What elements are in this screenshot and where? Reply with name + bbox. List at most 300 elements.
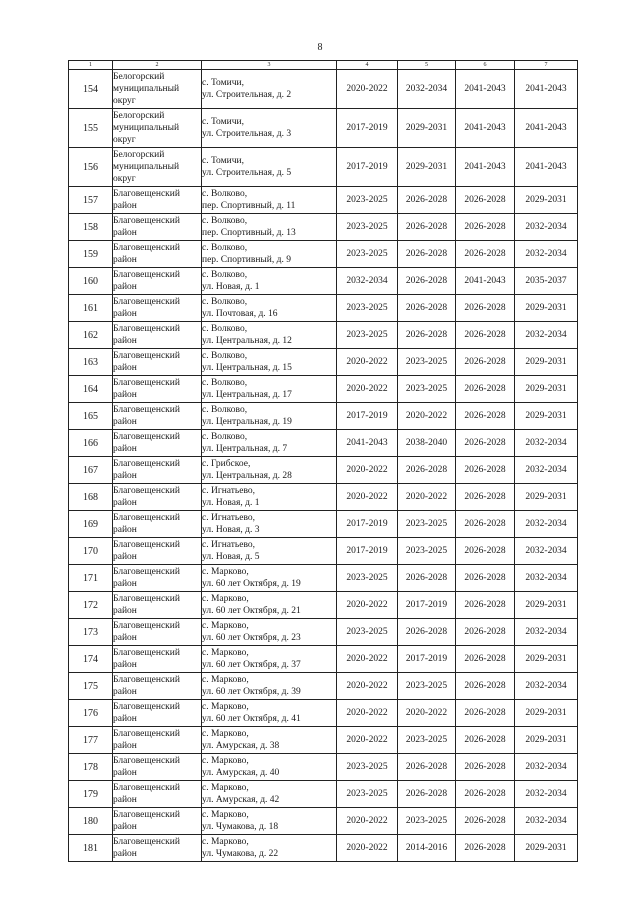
period-cell: 2023-2025: [398, 511, 456, 538]
table-row: [69, 214, 578, 241]
period-cell: 2023-2025: [337, 781, 398, 808]
period-cell: 2026-2028: [456, 700, 515, 727]
address-line: с. Волково,: [202, 216, 248, 226]
period-cell: 2026-2028: [456, 835, 515, 862]
address-cell: [202, 376, 337, 403]
address-cell: [202, 511, 337, 538]
address-line: с. Томичи,: [202, 156, 244, 166]
address-cell: [202, 619, 337, 646]
column-number: 5: [398, 61, 456, 70]
address-line: пер. Спортивный, д. 11: [202, 201, 296, 211]
address-line: ул. Строительная, д. 3: [202, 129, 292, 139]
period-cell: 2020-2022: [337, 484, 398, 511]
district-line: район: [113, 228, 137, 238]
period-cell: 2023-2025: [398, 808, 456, 835]
row-number: 162: [69, 322, 113, 349]
address-cell: [202, 268, 337, 295]
period-cell: 2029-2031: [515, 187, 578, 214]
table-row: [69, 538, 578, 565]
address-line: ул. Амурская, д. 42: [202, 795, 280, 805]
address-line: ул. Центральная, д. 17: [202, 390, 292, 400]
district-line: Благовещенский: [113, 567, 180, 577]
table-row: [69, 187, 578, 214]
district-line: район: [113, 363, 137, 373]
address-line: ул. 60 лет Октября, д. 37: [202, 660, 301, 670]
period-cell: 2026-2028: [456, 376, 515, 403]
district-line: Благовещенский: [113, 756, 180, 766]
period-cell: 2026-2028: [456, 349, 515, 376]
district-cell: [113, 727, 202, 754]
district-line: район: [113, 525, 137, 535]
column-number-row: [69, 61, 578, 70]
table-row: [69, 376, 578, 403]
address-line: ул. Новая, д. 1: [202, 282, 260, 292]
district-cell: [113, 70, 202, 109]
period-cell: 2041-2043: [456, 70, 515, 109]
district-cell: [113, 565, 202, 592]
table-row: [69, 592, 578, 619]
address-line: с. Волково,: [202, 351, 248, 361]
address-cell: [202, 430, 337, 457]
period-cell: 2026-2028: [456, 727, 515, 754]
address-line: с. Волково,: [202, 432, 248, 442]
address-cell: [202, 700, 337, 727]
address-line: ул. 60 лет Октября, д. 41: [202, 714, 301, 724]
address-cell: [202, 295, 337, 322]
district-line: Благовещенский: [113, 432, 180, 442]
district-line: Белогорский: [113, 150, 165, 160]
district-cell: [113, 781, 202, 808]
address-line: с. Грибское,: [202, 459, 251, 469]
table-row: [69, 109, 578, 148]
period-cell: 2017-2019: [337, 511, 398, 538]
period-cell: 2026-2028: [398, 214, 456, 241]
period-cell: 2026-2028: [398, 268, 456, 295]
district-line: Благовещенский: [113, 729, 180, 739]
table-row: [69, 619, 578, 646]
period-cell: 2032-2034: [337, 268, 398, 295]
district-cell: [113, 148, 202, 187]
district-cell: [113, 511, 202, 538]
district-cell: [113, 268, 202, 295]
address-line: ул. Новая, д. 1: [202, 498, 260, 508]
row-number: 170: [69, 538, 113, 565]
district-line: округ: [113, 96, 136, 106]
period-cell: 2026-2028: [398, 754, 456, 781]
row-number: 167: [69, 457, 113, 484]
district-cell: [113, 403, 202, 430]
address-line: ул. Строительная, д. 2: [202, 90, 292, 100]
address-line: с. Марково,: [202, 675, 249, 685]
period-cell: 2020-2022: [337, 376, 398, 403]
row-number: 178: [69, 754, 113, 781]
district-cell: [113, 646, 202, 673]
district-line: район: [113, 687, 137, 697]
district-line: Благовещенский: [113, 459, 180, 469]
period-cell: 2026-2028: [398, 457, 456, 484]
district-line: район: [113, 714, 137, 724]
address-cell: [202, 484, 337, 511]
address-cell: [202, 565, 337, 592]
district-line: район: [113, 255, 137, 265]
column-number: 3: [202, 61, 337, 70]
address-line: ул. 60 лет Октября, д. 39: [202, 687, 301, 697]
period-cell: 2020-2022: [398, 700, 456, 727]
address-cell: [202, 754, 337, 781]
period-cell: 2029-2031: [515, 484, 578, 511]
district-line: Благовещенский: [113, 837, 180, 847]
period-cell: 2023-2025: [337, 619, 398, 646]
column-number: 4: [337, 61, 398, 70]
district-line: район: [113, 606, 137, 616]
period-cell: 2017-2019: [337, 109, 398, 148]
district-line: Благовещенский: [113, 378, 180, 388]
period-cell: 2026-2028: [456, 511, 515, 538]
schedule-table: [68, 60, 578, 862]
address-cell: [202, 241, 337, 268]
district-line: район: [113, 282, 137, 292]
row-number: 175: [69, 673, 113, 700]
address-line: ул. Чумакова, д. 22: [202, 849, 279, 859]
district-cell: [113, 700, 202, 727]
table-row: [69, 70, 578, 109]
row-number: 173: [69, 619, 113, 646]
column-number: 2: [113, 61, 202, 70]
district-cell: [113, 538, 202, 565]
table-row: [69, 457, 578, 484]
period-cell: 2023-2025: [337, 322, 398, 349]
period-cell: 2041-2043: [515, 109, 578, 148]
address-line: с. Волково,: [202, 189, 248, 199]
row-number: 160: [69, 268, 113, 295]
row-number: 180: [69, 808, 113, 835]
period-cell: 2032-2034: [515, 322, 578, 349]
row-number: 181: [69, 835, 113, 862]
period-cell: 2023-2025: [337, 214, 398, 241]
district-cell: [113, 214, 202, 241]
address-cell: [202, 835, 337, 862]
period-cell: 2020-2022: [337, 673, 398, 700]
address-line: с. Марково,: [202, 594, 249, 604]
table-row: [69, 430, 578, 457]
period-cell: 2023-2025: [337, 295, 398, 322]
address-line: с. Марково,: [202, 648, 249, 658]
period-cell: 2026-2028: [398, 619, 456, 646]
period-cell: 2032-2034: [515, 781, 578, 808]
period-cell: 2023-2025: [398, 349, 456, 376]
address-cell: [202, 187, 337, 214]
row-number: 168: [69, 484, 113, 511]
district-line: муниципальный: [113, 162, 180, 172]
district-cell: [113, 322, 202, 349]
period-cell: 2029-2031: [398, 148, 456, 187]
period-cell: 2026-2028: [398, 322, 456, 349]
district-line: Благовещенский: [113, 540, 180, 550]
period-cell: 2026-2028: [456, 565, 515, 592]
address-line: с. Марково,: [202, 783, 249, 793]
table-row: [69, 403, 578, 430]
period-cell: 2026-2028: [398, 781, 456, 808]
row-number: 161: [69, 295, 113, 322]
period-cell: 2026-2028: [456, 403, 515, 430]
period-cell: 2029-2031: [515, 592, 578, 619]
period-cell: 2026-2028: [456, 754, 515, 781]
address-line: с. Игнатьево,: [202, 513, 256, 523]
address-cell: [202, 457, 337, 484]
period-cell: 2020-2022: [337, 457, 398, 484]
page-number: 8: [317, 42, 323, 53]
address-cell: [202, 592, 337, 619]
row-number: 174: [69, 646, 113, 673]
address-line: ул. 60 лет Октября, д. 21: [202, 606, 301, 616]
address-line: ул. Центральная, д. 7: [202, 444, 288, 454]
address-line: с. Волково,: [202, 324, 248, 334]
period-cell: 2023-2025: [337, 187, 398, 214]
period-cell: 2026-2028: [456, 592, 515, 619]
row-number: 177: [69, 727, 113, 754]
district-line: район: [113, 390, 137, 400]
district-line: район: [113, 336, 137, 346]
period-cell: 2032-2034: [515, 430, 578, 457]
district-cell: [113, 187, 202, 214]
period-cell: 2023-2025: [398, 673, 456, 700]
table-row: [69, 781, 578, 808]
table-row: [69, 565, 578, 592]
district-line: Благовещенский: [113, 189, 180, 199]
period-cell: 2032-2034: [515, 538, 578, 565]
district-cell: [113, 484, 202, 511]
period-cell: 2032-2034: [515, 673, 578, 700]
table-row: [69, 484, 578, 511]
period-cell: 2041-2043: [515, 148, 578, 187]
period-cell: 2026-2028: [456, 781, 515, 808]
address-line: с. Марково,: [202, 837, 249, 847]
address-line: с. Марково,: [202, 702, 249, 712]
row-number: 179: [69, 781, 113, 808]
district-line: район: [113, 579, 137, 589]
period-cell: 2020-2022: [398, 484, 456, 511]
district-cell: [113, 835, 202, 862]
period-cell: 2032-2034: [398, 70, 456, 109]
period-cell: 2023-2025: [337, 754, 398, 781]
district-line: Благовещенский: [113, 297, 180, 307]
row-number: 172: [69, 592, 113, 619]
district-cell: [113, 673, 202, 700]
address-line: пер. Спортивный, д. 9: [202, 255, 291, 265]
period-cell: 2026-2028: [398, 241, 456, 268]
address-cell: [202, 322, 337, 349]
address-cell: [202, 70, 337, 109]
table-row: [69, 322, 578, 349]
row-number: 171: [69, 565, 113, 592]
address-cell: [202, 538, 337, 565]
period-cell: 2029-2031: [515, 376, 578, 403]
district-cell: [113, 376, 202, 403]
period-cell: 2026-2028: [398, 565, 456, 592]
period-cell: 2029-2031: [398, 109, 456, 148]
district-line: Благовещенский: [113, 702, 180, 712]
period-cell: 2023-2025: [337, 565, 398, 592]
address-line: ул. Почтовая, д. 16: [202, 309, 278, 319]
table-row: [69, 673, 578, 700]
period-cell: 2032-2034: [515, 754, 578, 781]
row-number: 166: [69, 430, 113, 457]
district-line: Благовещенский: [113, 270, 180, 280]
address-line: с. Марково,: [202, 621, 249, 631]
period-cell: 2041-2043: [515, 70, 578, 109]
address-line: с. Волково,: [202, 378, 248, 388]
row-number: 164: [69, 376, 113, 403]
period-cell: 2026-2028: [456, 808, 515, 835]
district-line: Благовещенский: [113, 810, 180, 820]
period-cell: 2020-2022: [337, 592, 398, 619]
period-cell: 2041-2043: [337, 430, 398, 457]
table-row: [69, 241, 578, 268]
address-line: с. Марково,: [202, 810, 249, 820]
address-line: с. Игнатьево,: [202, 486, 256, 496]
period-cell: 2020-2022: [337, 349, 398, 376]
address-cell: [202, 646, 337, 673]
address-line: с. Томичи,: [202, 117, 244, 127]
period-cell: 2041-2043: [456, 268, 515, 295]
address-line: пер. Спортивный, д. 13: [202, 228, 296, 238]
period-cell: 2029-2031: [515, 403, 578, 430]
row-number: 159: [69, 241, 113, 268]
period-cell: 2017-2019: [398, 592, 456, 619]
period-cell: 2032-2034: [515, 565, 578, 592]
row-number: 158: [69, 214, 113, 241]
address-line: ул. Центральная, д. 12: [202, 336, 292, 346]
district-line: округ: [113, 135, 136, 145]
table-row: [69, 148, 578, 187]
district-line: Благовещенский: [113, 594, 180, 604]
district-line: Благовещенский: [113, 675, 180, 685]
district-line: Благовещенский: [113, 783, 180, 793]
address-line: ул. Центральная, д. 15: [202, 363, 292, 373]
row-number: 176: [69, 700, 113, 727]
address-line: с. Марково,: [202, 729, 249, 739]
period-cell: 2020-2022: [337, 835, 398, 862]
district-line: муниципальный: [113, 84, 180, 94]
district-line: Белогорский: [113, 72, 165, 82]
address-line: ул. Амурская, д. 38: [202, 741, 280, 751]
address-line: с. Волково,: [202, 243, 248, 253]
row-number: 154: [69, 70, 113, 109]
period-cell: 2026-2028: [456, 214, 515, 241]
table-body: [69, 70, 578, 862]
district-line: район: [113, 201, 137, 211]
address-line: ул. Центральная, д. 19: [202, 417, 292, 427]
address-line: ул. Амурская, д. 40: [202, 768, 280, 778]
address-line: с. Игнатьево,: [202, 540, 256, 550]
period-cell: 2026-2028: [398, 295, 456, 322]
address-line: с. Марково,: [202, 756, 249, 766]
address-line: с. Томичи,: [202, 78, 244, 88]
address-line: ул. Чумакова, д. 18: [202, 822, 279, 832]
address-line: ул. Строительная, д. 5: [202, 168, 292, 178]
period-cell: 2017-2019: [398, 646, 456, 673]
period-cell: 2041-2043: [456, 109, 515, 148]
table-row: [69, 727, 578, 754]
period-cell: 2029-2031: [515, 295, 578, 322]
address-line: с. Волково,: [202, 270, 248, 280]
period-cell: 2023-2025: [398, 538, 456, 565]
district-line: район: [113, 822, 137, 832]
period-cell: 2014-2016: [398, 835, 456, 862]
period-cell: 2026-2028: [456, 673, 515, 700]
period-cell: 2032-2034: [515, 511, 578, 538]
table-row: [69, 268, 578, 295]
address-cell: [202, 349, 337, 376]
period-cell: 2032-2034: [515, 457, 578, 484]
district-line: район: [113, 660, 137, 670]
table-row: [69, 835, 578, 862]
period-cell: 2026-2028: [456, 295, 515, 322]
district-cell: [113, 349, 202, 376]
column-number: 7: [515, 61, 578, 70]
address-line: ул. 60 лет Октября, д. 19: [202, 579, 301, 589]
district-cell: [113, 430, 202, 457]
address-cell: [202, 781, 337, 808]
address-line: с. Волково,: [202, 405, 248, 415]
district-line: Благовещенский: [113, 351, 180, 361]
period-cell: 2029-2031: [515, 835, 578, 862]
period-cell: 2020-2022: [337, 646, 398, 673]
district-cell: [113, 241, 202, 268]
address-cell: [202, 148, 337, 187]
address-cell: [202, 808, 337, 835]
district-line: район: [113, 795, 137, 805]
period-cell: 2020-2022: [337, 727, 398, 754]
address-line: ул. Новая, д. 5: [202, 552, 260, 562]
address-line: ул. Центральная, д. 28: [202, 471, 292, 481]
period-cell: 2026-2028: [456, 241, 515, 268]
period-cell: 2032-2034: [515, 808, 578, 835]
district-line: Благовещенский: [113, 216, 180, 226]
period-cell: 2017-2019: [337, 148, 398, 187]
period-cell: 2023-2025: [398, 727, 456, 754]
district-cell: [113, 457, 202, 484]
period-cell: 2020-2022: [398, 403, 456, 430]
district-line: район: [113, 633, 137, 643]
district-line: район: [113, 552, 137, 562]
district-line: Благовещенский: [113, 486, 180, 496]
row-number: 156: [69, 148, 113, 187]
period-cell: 2032-2034: [515, 241, 578, 268]
period-cell: 2032-2034: [515, 214, 578, 241]
row-number: 163: [69, 349, 113, 376]
period-cell: 2026-2028: [398, 187, 456, 214]
district-cell: [113, 754, 202, 781]
district-cell: [113, 592, 202, 619]
district-cell: [113, 808, 202, 835]
period-cell: 2026-2028: [456, 322, 515, 349]
district-line: район: [113, 417, 137, 427]
column-number: 1: [69, 61, 113, 70]
address-line: ул. Новая, д. 3: [202, 525, 260, 535]
district-line: Благовещенский: [113, 513, 180, 523]
address-cell: [202, 214, 337, 241]
district-line: район: [113, 444, 137, 454]
district-line: Благовещенский: [113, 243, 180, 253]
period-cell: 2029-2031: [515, 700, 578, 727]
period-cell: 2041-2043: [456, 148, 515, 187]
table-row: [69, 700, 578, 727]
period-cell: 2020-2022: [337, 808, 398, 835]
address-cell: [202, 403, 337, 430]
district-line: район: [113, 768, 137, 778]
period-cell: 2026-2028: [456, 619, 515, 646]
